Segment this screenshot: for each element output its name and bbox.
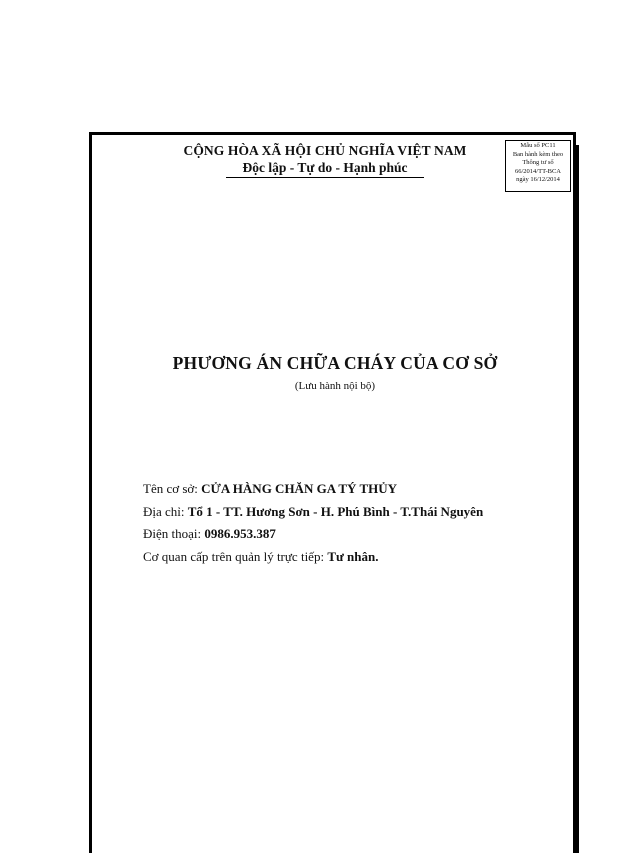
document-title: PHƯƠNG ÁN CHỮA CHÁY CỦA CƠ SỞ — [172, 353, 498, 373]
facility-name-label: Tên cơ sở: — [143, 481, 202, 496]
managing-agency-label: Cơ quan cấp trên quản lý trực tiếp: — [143, 548, 328, 564]
country-name: CỘNG HÒA XÃ HỘI CHỦ NGHĨA VIỆT NAM — [183, 143, 467, 158]
form-circular-label: Thông tư số — [522, 159, 554, 167]
form-circular-number: 66/2014/TT-BCA — [515, 167, 561, 175]
form-number: Mẫu số PC11 — [520, 142, 556, 149]
document-header — [150, 142, 500, 178]
national-motto: Độc lập - Tự do - Hạnh phúc — [226, 159, 423, 178]
address-value: Tổ 1 - TT. Hương Sơn - H. Phú Bình - T.Thái Nguyên — [187, 503, 484, 519]
facility-name-line — [143, 478, 573, 501]
managing-agency-value: Tư nhân. — [327, 548, 379, 564]
document-subtitle: (Lưu hành nội bộ) — [294, 380, 376, 392]
address-label: Địa chỉ: — [143, 503, 188, 519]
facility-name-value: CỬA HÀNG CHĂN GA TÝ THỦY — [201, 481, 398, 496]
form-issued-with: Ban hành kèm theo — [512, 150, 564, 158]
phone-value: 0986.953.387 — [204, 526, 276, 541]
phone-line — [143, 523, 573, 546]
form-reference-box — [505, 140, 571, 192]
phone-label: Điện thoại: — [143, 526, 205, 541]
document-border-shadow — [576, 145, 579, 853]
managing-agency-line — [143, 546, 573, 569]
form-circular-date: ngày 16/12/2014 — [516, 176, 560, 184]
facility-info — [143, 478, 573, 568]
title-block — [100, 352, 570, 394]
address-line — [143, 501, 573, 524]
